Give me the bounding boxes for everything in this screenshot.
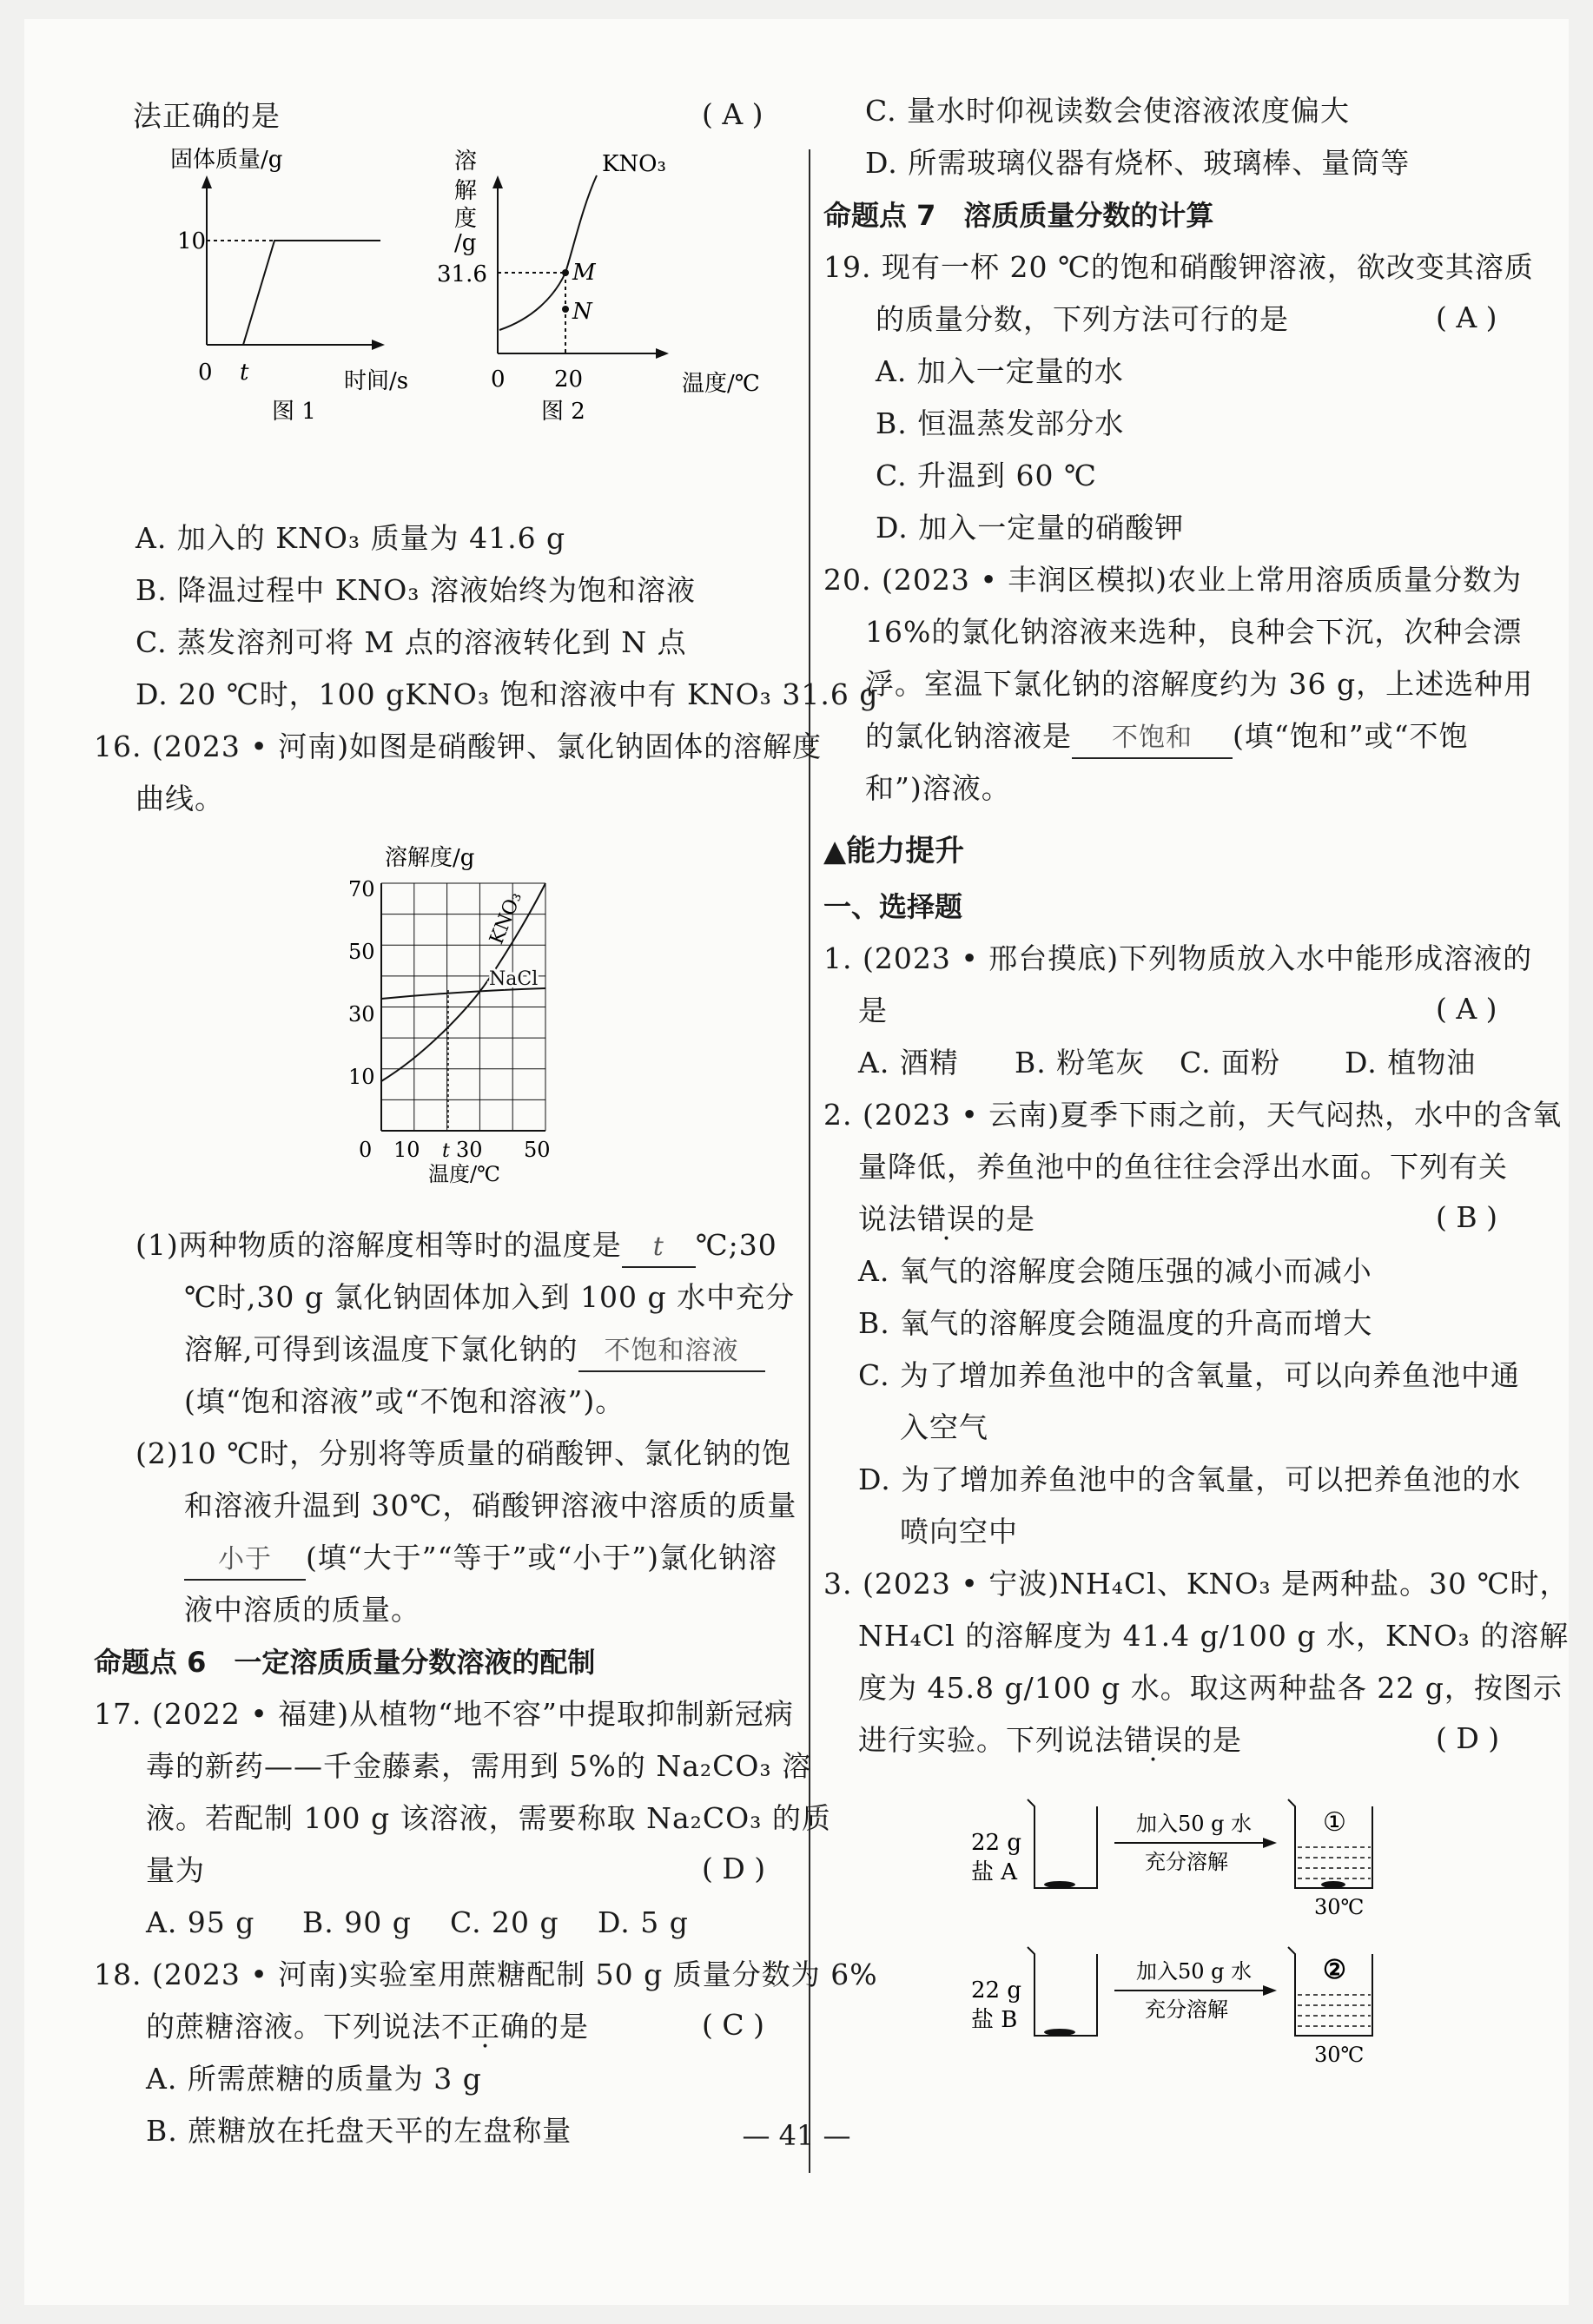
q18-emphasis: 不正确 (441, 2010, 530, 2043)
salt-b-name: 盐 B (971, 2007, 1018, 2033)
beaker-diagram-svg (971, 1773, 1457, 2086)
q20-line5: 和”)溶液。 (865, 771, 1011, 805)
fig2-ylabel-2: 解 (454, 178, 478, 204)
q20-line1: 20. (2023 • 丰润区模拟)农业上常用溶质质量分数为 (823, 563, 1523, 597)
q16-1-line2: ℃时,30 g 氯化钠固体加入到 100 g 水中充分 (184, 1280, 796, 1314)
solution-2-lines (1298, 1995, 1371, 2026)
fig3-x50: 50 (524, 1138, 551, 1162)
temp-2: 30℃ (1314, 2043, 1365, 2067)
r1-line1: 1. (2023 • 邢台摸底)下列物质放入水中能形成溶液的 (823, 941, 1533, 975)
q19-line1: 19. 现有一杯 20 ℃的饱和硝酸钾溶液，欲改变其溶质 (823, 250, 1534, 284)
q15-opt-d: D. 20 ℃时，100 gKNO₃ 饱和溶液中有 KNO₃ 31.6 g (136, 677, 879, 711)
fig3-y70: 70 (348, 877, 375, 901)
fig3-x0: 0 (359, 1138, 373, 1162)
fig2-n: N (572, 299, 592, 325)
q16-1-text-c: 溶解,可得到该温度下氯化钠的 (184, 1332, 578, 1366)
fig2-x20: 20 (554, 366, 584, 393)
r2-opt-c2: 入空气 (900, 1410, 988, 1444)
salt-a-mass: 22 g (971, 1830, 1021, 1856)
fig1-y-arrow (202, 175, 212, 188)
column-divider (809, 149, 810, 2173)
figure-1-svg (120, 141, 450, 425)
r1-opt-d: D. 植物油 (1345, 1046, 1477, 1079)
q19-opt-b: B. 恒温蒸发部分水 (876, 406, 1125, 440)
nacl-label: NaCl (489, 968, 539, 990)
q19-opt-c: C. 升温到 60 ℃ (876, 459, 1097, 492)
r2-opt-b: B. 氧气的溶解度会随温度的升高而增大 (858, 1306, 1373, 1340)
q16-line2: 曲线。 (136, 782, 224, 815)
salt-b-mass: 22 g (971, 1977, 1021, 2004)
q18-text-b: 的是 (530, 2010, 589, 2043)
fig3-y50: 50 (348, 940, 375, 964)
q15-opt-b: B. 降温过程中 KNO₃ 溶液始终为饱和溶液 (136, 573, 697, 607)
r1-opt-b: B. 粉笔灰 (1015, 1046, 1146, 1079)
r3-line3: 度为 45.8 g/100 g 水。取这两种盐各 22 g，按图示 (858, 1671, 1563, 1705)
r3-line4 (858, 1721, 1242, 1760)
arrow-b-head (1263, 1985, 1277, 1996)
temp-1: 30℃ (1314, 1895, 1365, 1919)
fig2-m: M (572, 260, 596, 286)
r3-emphasis: 错误 (1124, 1723, 1183, 1757)
r2-answer: ( B ) (1436, 1200, 1497, 1234)
fig1-x-arrow (372, 340, 385, 350)
figure-2-svg (437, 141, 802, 427)
solubility-chart-svg (333, 835, 576, 1186)
fig1-ylabel: 固体质量/g (170, 147, 283, 173)
beaker-b (1028, 1947, 1097, 2036)
q17-answer: ( D ) (702, 1852, 766, 1885)
fig3-xt: t (442, 1140, 450, 1162)
r2-text-a: 说法 (858, 1202, 917, 1236)
fig1-y10: 10 (177, 228, 207, 254)
r2-emphasis: 错误 (917, 1202, 976, 1236)
salt-a-pile (1044, 1881, 1075, 1888)
kno3-label: KNO₃ (486, 888, 527, 947)
q18-opt-b: B. 蔗糖放在托盘天平的左盘称量 (146, 2114, 572, 2148)
r2-text-b: 的是 (976, 1202, 1035, 1236)
q18-line2 (146, 2008, 589, 2046)
step1-b: 加入50 g 水 (1136, 1959, 1253, 1984)
beaker-diagram (971, 1773, 1457, 2090)
step2-b: 充分溶解 (1145, 1997, 1228, 2022)
q20-text-b: (填“饱和”或“不饱 (1233, 719, 1469, 753)
fig2-ylabel-3: 度 (454, 206, 478, 232)
q18-answer: ( C ) (702, 2008, 764, 2042)
q17-opt-d: D. 5 g (598, 1905, 689, 1939)
r1-answer: ( A ) (1436, 992, 1497, 1026)
fig1-t: t (240, 360, 249, 386)
q20-line4 (865, 717, 1469, 759)
fig3-y10: 10 (348, 1065, 375, 1089)
residue-1 (1321, 1881, 1345, 1888)
r1-opt-c: C. 面粉 (1180, 1046, 1281, 1079)
fig3-y30: 30 (348, 1002, 375, 1027)
r2-line1: 2. (2023 • 云南)夏季下雨之前，天气闷热，水中的含氧 (823, 1098, 1563, 1132)
r2-opt-c1: C. 为了增加养鱼池中的含氧量，可以向养鱼池中通 (858, 1358, 1521, 1392)
solubility-grid (381, 883, 545, 1131)
q20-line2: 16%的氯化钠溶液来选种，良种会下沉，次种会漂 (865, 615, 1523, 649)
fig2-point-m (562, 269, 569, 276)
q16-2-blank: 小于 (184, 1541, 306, 1581)
q16-2-line3 (184, 1539, 777, 1581)
q16-1-line3 (184, 1330, 765, 1372)
q16-1-text-a: (1)两种物质的溶解度相等时的温度是 (136, 1228, 622, 1262)
q18-opt-c: C. 量水时仰视读数会使溶液浓度偏大 (865, 94, 1351, 128)
step2-a: 充分溶解 (1145, 1850, 1228, 1874)
fig2-ylabel-1: 溶 (454, 149, 478, 175)
q19-line2: 的质量分数，下列方法可行的是 (876, 302, 1289, 336)
q18-line1: 18. (2023 • 河南)实验室用蔗糖配制 50 g 质量分数为 6% (94, 1958, 878, 1991)
solubility-chart (333, 835, 576, 1186)
q16-1-line1 (136, 1226, 777, 1268)
r3-text-a: 进行实验。下列说法 (858, 1723, 1124, 1757)
q16-1-blank-2: 不饱和溶液 (578, 1332, 765, 1372)
q19-opt-a: A. 加入一定量的水 (876, 354, 1124, 388)
choice-heading: 一、选择题 (823, 890, 963, 923)
fig1-curve (243, 241, 380, 345)
q16-2-text: (填“大于”“等于”或“小于”)氯化钠溶 (306, 1541, 777, 1575)
fig2-kno3: KNO₃ (602, 151, 666, 177)
q19-answer: ( A ) (1436, 300, 1497, 334)
figure-2 (437, 141, 802, 431)
fig2-y-arrow (492, 175, 503, 188)
fig2-point-n (562, 306, 569, 313)
fig2-origin: 0 (491, 366, 506, 393)
fig2-xlabel: 温度/℃ (682, 371, 760, 397)
beaker-1-label: ① (1323, 1807, 1346, 1838)
fig1-caption: 图 1 (272, 399, 316, 425)
fig1-origin: 0 (198, 360, 213, 386)
fig1-xlabel: 时间/s (344, 368, 409, 394)
step1-a: 加入50 g 水 (1136, 1812, 1253, 1836)
q17-opt-c: C. 20 g (450, 1905, 559, 1939)
q17-opt-b: B. 90 g (302, 1905, 412, 1939)
section-7-heading: 命题点 7 溶质质量分数的计算 (823, 199, 1214, 232)
fig2-ylabel-4: /g (454, 230, 477, 256)
r2-opt-d1: D. 为了增加养鱼池中的含氧量，可以把养鱼池的水 (858, 1462, 1522, 1496)
r2-line2: 量降低，养鱼池中的鱼往往会浮出水面。下列有关 (858, 1150, 1508, 1184)
q20-blank: 不饱和 (1072, 719, 1233, 759)
q18-opt-a: A. 所需蔗糖的质量为 3 g (146, 2062, 482, 2096)
fig2-y316: 31.6 (437, 261, 487, 287)
q17-line4: 量为 (146, 1853, 205, 1887)
r1-line2: 是 (858, 994, 888, 1027)
q15-tail: 法正确的是 (133, 99, 281, 133)
q16-1-text-b: ℃;30 (695, 1228, 777, 1262)
page-number: — 41 — (742, 2119, 851, 2152)
r2-opt-a: A. 氧气的溶解度会随压强的减小而减小 (858, 1254, 1372, 1288)
r3-answer: ( D ) (1436, 1721, 1500, 1755)
salt-b-pile (1044, 2029, 1075, 2036)
arrow-a-head (1263, 1838, 1277, 1848)
q16-2-line4: 液中溶质的质量。 (184, 1593, 420, 1627)
salt-a-name: 盐 A (971, 1859, 1018, 1885)
fig3-xlabel: 温度/℃ (428, 1162, 500, 1186)
fig3-ylabel: 溶解度/g (385, 845, 475, 871)
section-6-heading: 命题点 6 一定溶质质量分数溶液的配制 (94, 1646, 596, 1679)
q17-opt-a: A. 95 g (146, 1905, 255, 1939)
q15-answer: ( A ) (702, 97, 763, 131)
q20-line3: 浮。室温下氯化钠的溶解度约为 36 g，上述选种用 (865, 667, 1534, 701)
q16-2-line1: (2)10 ℃时，分别将等质量的硝酸钾、氯化钠的饱 (136, 1436, 792, 1470)
q16-1-line4: (填“饱和溶液”或“不饱和溶液”)。 (184, 1384, 625, 1418)
r2-opt-d2: 喷向空中 (900, 1515, 1018, 1548)
beaker-2-label: ② (1323, 1955, 1346, 1985)
page (24, 19, 1569, 2305)
q18-text-a: 的蔗糖溶液。下列说法 (146, 2010, 441, 2043)
q17-line1: 17. (2022 • 福建)从植物“地不容”中提取抑制新冠病 (94, 1697, 794, 1731)
q16-1-blank-1: t (622, 1228, 696, 1268)
ability-heading: ▲能力提升 (823, 834, 965, 868)
r3-text-b: 的是 (1183, 1723, 1242, 1757)
solution-1-lines (1298, 1847, 1371, 1878)
q20-text-a: 的氯化钠溶液是 (865, 719, 1072, 753)
q17-line2: 毒的新药——千金藤素，需用到 5%的 Na₂CO₃ 溶 (146, 1749, 812, 1783)
fig2-x-arrow (656, 348, 669, 359)
figure-1 (120, 141, 450, 425)
q16-2-line2: 和溶液升温到 30℃，硝酸钾溶液中溶质的质量 (184, 1489, 797, 1522)
fig3-x30: 30 (456, 1138, 483, 1162)
q19-opt-d: D. 加入一定量的硝酸钾 (876, 511, 1185, 545)
q18-opt-d: D. 所需玻璃仪器有烧杯、玻璃棒、量筒等 (865, 146, 1411, 180)
q17-line3: 液。若配制 100 g 该溶液，需要称取 Na₂CO₃ 的质 (146, 1801, 831, 1835)
r3-line2: NH₄Cl 的溶解度为 41.4 g/100 g 水，KNO₃ 的溶解 (858, 1619, 1570, 1653)
q15-opt-c: C. 蒸发溶剂可将 M 点的溶液转化到 N 点 (136, 625, 687, 659)
r3-line1: 3. (2023 • 宁波)NH₄Cl、KNO₃ 是两种盐。30 ℃时， (823, 1567, 1570, 1601)
r1-opt-a: A. 酒精 (858, 1046, 959, 1079)
q15-opt-a: A. 加入的 KNO₃ 质量为 41.6 g (136, 521, 566, 555)
fig2-caption: 图 2 (541, 399, 585, 425)
r2-line3 (858, 1200, 1035, 1238)
beaker-a (1028, 1799, 1097, 1888)
q16-line1: 16. (2023 • 河南)如图是硝酸钾、氯化钠固体的溶解度 (94, 730, 823, 763)
fig3-x10: 10 (393, 1138, 420, 1162)
